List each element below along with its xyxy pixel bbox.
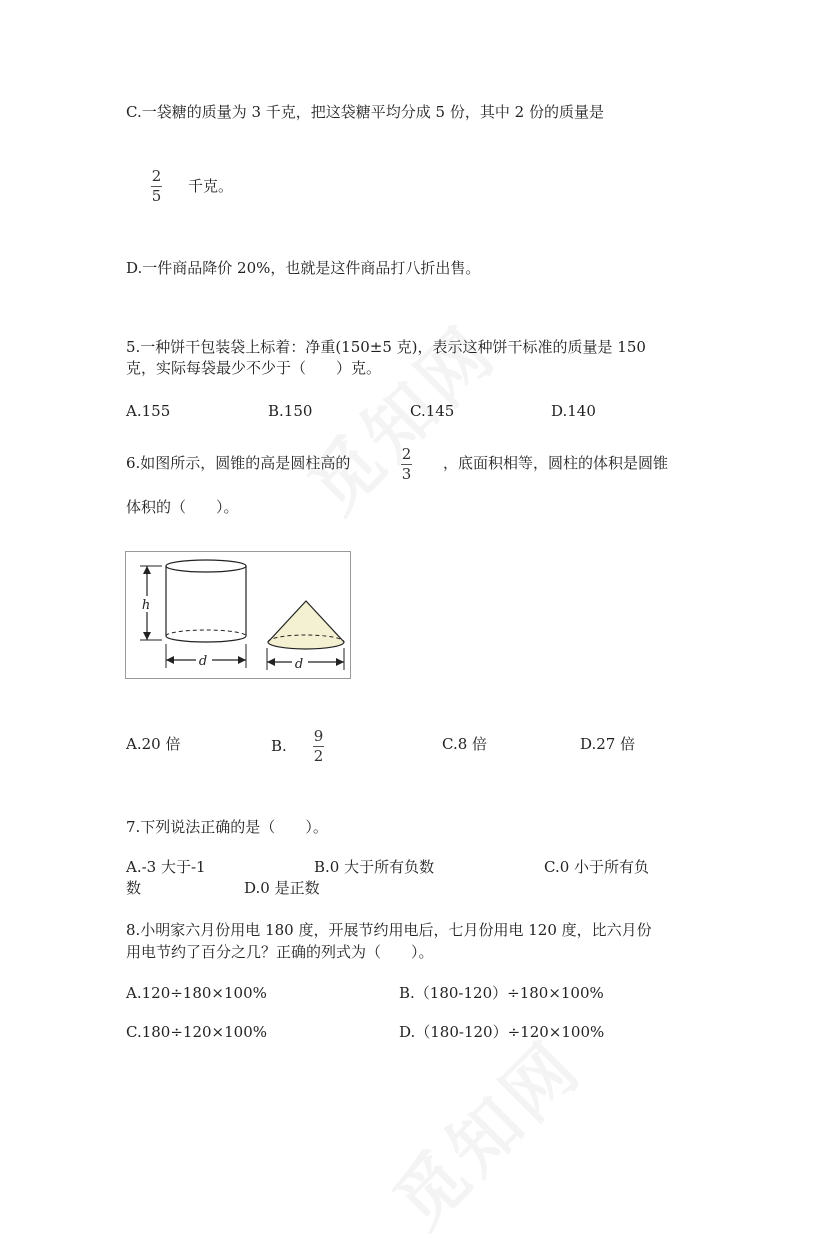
cylinder-diameter-label: d — [198, 654, 208, 669]
q7-stem: 7.下列说法正确的是（ ）。 — [126, 818, 328, 836]
height-label: h — [141, 598, 151, 613]
cyl-diam-arrow-right — [238, 656, 246, 664]
cone-diam-arrow-right — [336, 658, 344, 666]
cylinder-bottom-back — [166, 630, 246, 636]
q4-option-c-line1: C.一袋糖的质量为 3 千克，把这袋糖平均分成 5 份，其中 2 份的质量是 — [126, 103, 604, 121]
q6-option-c: C.8 倍 — [442, 735, 488, 753]
q5-option-c: C.145 — [410, 402, 455, 420]
fraction-numerator: 2 — [151, 167, 162, 185]
q4-option-c-line2: 千克。 — [188, 177, 234, 195]
cone-diam-arrow-left — [267, 658, 275, 666]
q7-option-c-part2: 数 — [126, 879, 142, 897]
q6-option-b-fraction — [313, 728, 324, 765]
q5-option-a: A.155 — [126, 402, 171, 420]
cylinder-top — [166, 560, 246, 572]
height-arrow-top — [143, 566, 151, 574]
fraction-numerator: 9 — [313, 727, 324, 745]
fraction-denominator: 5 — [151, 187, 162, 205]
watermark-bottom — [368, 1014, 601, 1247]
q6-option-d: D.27 倍 — [580, 735, 636, 753]
q8-option-b: B.（180-120）÷180×100% — [399, 984, 604, 1002]
q8-option-c: C.180÷120×100% — [126, 1023, 267, 1041]
q4-option-d: D.一件商品降价 20%，也就是这件商品打八折出售。 — [126, 259, 481, 277]
q7-option-d: D.0 是正数 — [244, 879, 320, 897]
fraction-denominator: 3 — [401, 465, 412, 483]
fraction-denominator: 2 — [313, 747, 324, 765]
q7-option-a: A.-3 大于-1 — [126, 858, 206, 876]
cyl-diam-arrow-left — [166, 656, 174, 664]
q8-option-d: D.（180-120）÷120×100% — [399, 1023, 605, 1041]
cone-body — [268, 601, 344, 649]
q7-option-c-part1: C.0 小于所有负 — [544, 858, 650, 876]
q5-option-b: B.150 — [268, 402, 313, 420]
q8-option-a: A.120÷180×100% — [126, 984, 267, 1002]
watermark-top — [283, 299, 516, 532]
q5-option-d: D.140 — [551, 402, 596, 420]
q6-stem-line2: 体积的（ ）。 — [126, 498, 239, 516]
q5-stem-line2: 克，实际每袋最少不少于（ ）克。 — [126, 359, 382, 377]
q6-stem-line1-b: ，底面积相等，圆柱的体积是圆锥 — [443, 454, 669, 472]
q7-option-b: B.0 大于所有负数 — [314, 858, 435, 876]
cylinder-cone-diagram — [126, 552, 350, 678]
cylinder-cone-figure — [125, 551, 351, 679]
q8-stem-line2: 用电节约了百分之几？正确的列式为（ ）。 — [126, 943, 434, 961]
cone-diameter-label: d — [294, 657, 304, 672]
q6-fraction — [401, 446, 412, 483]
q5-stem-line1: 5.一种饼干包装袋上标着：净重(150±5 克)，表示这种饼干标准的质量是 150 — [126, 338, 646, 356]
height-arrow-bottom — [143, 632, 151, 640]
q6-stem-line1-a: 6.如图所示，圆锥的高是圆柱高的 — [126, 454, 351, 472]
fraction-numerator: 2 — [401, 445, 412, 463]
q6-option-b: B. — [271, 737, 287, 755]
q6-option-a: A.20 倍 — [126, 735, 181, 753]
q4-option-c-fraction — [151, 168, 162, 205]
q8-stem-line1: 8.小明家六月份用电 180 度，开展节约用电后，七月份用电 120 度，比六月份 — [126, 921, 652, 939]
cylinder-bottom-front — [166, 636, 246, 642]
